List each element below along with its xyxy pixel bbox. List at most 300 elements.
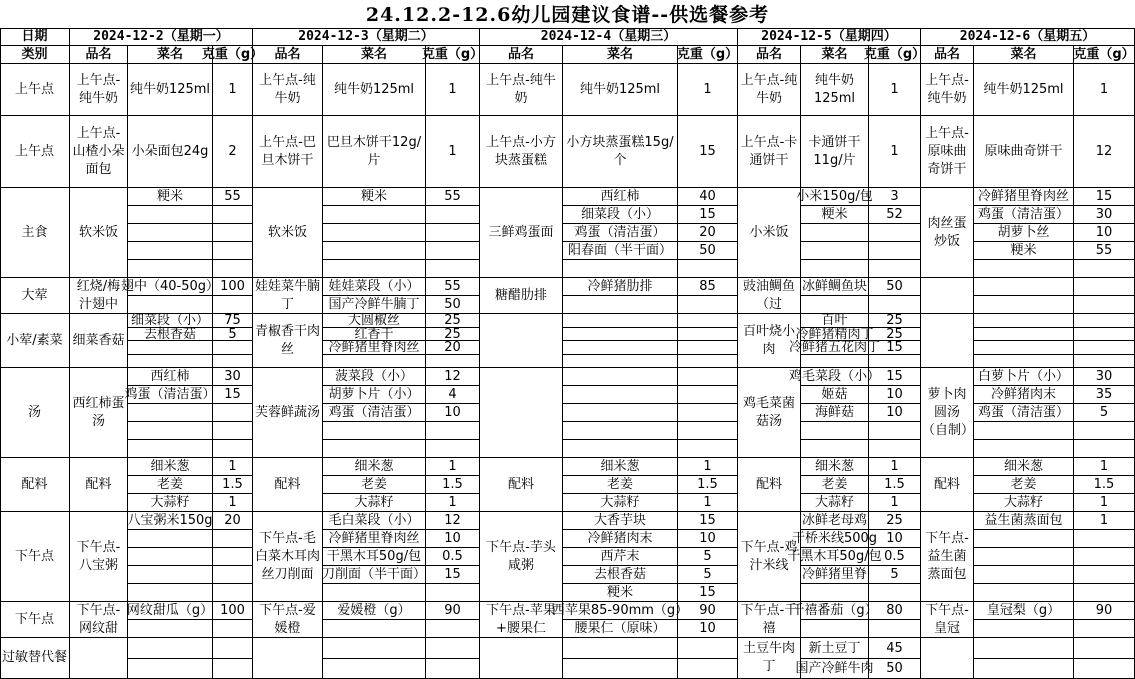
weight-day3-r8-4: 15	[678, 584, 738, 602]
ingredient-day3-r6-0	[563, 368, 678, 386]
ingredient-day1-r2-0: 小朵面包24g	[128, 116, 213, 188]
ingredient-day4-r3-3	[801, 242, 869, 260]
ingredient-day4-r8-1: 干桥米线500g	[791, 531, 878, 546]
ingredient-day4-r9-0: 千禧番茄（g）	[791, 603, 878, 618]
weight-day2-r3-1	[426, 206, 480, 224]
header-day-1: 2024-12-2（星期一）	[70, 28, 253, 46]
weight-day2-r10-1	[426, 659, 480, 679]
dish-name-day4-r8: 下午点-鸡汁米线	[738, 512, 801, 602]
ingredient-day3-r5-2	[563, 341, 678, 355]
dish-name-day2-r9: 下午点-爱媛橙	[253, 602, 323, 638]
weight-day1-r8-3	[213, 566, 253, 584]
dish-name-day2-r4: 娃娃菜牛腩丁	[253, 278, 323, 314]
dish-name-day4-r6: 鸡毛菜菌菇汤	[738, 368, 801, 458]
ingredient-day4-r5-0: 百叶	[801, 314, 869, 328]
dish-name-day3-r1: 上午点-纯牛奶	[480, 64, 563, 116]
ingredient-day4-r4-0: 冰鲜鲷鱼块	[801, 279, 867, 294]
weight-day4-r3-3	[869, 242, 921, 260]
ingredient-day2-r7-1: 老姜	[323, 476, 426, 494]
weight-day5-r5-3	[1074, 355, 1135, 368]
ingredient-day1-r6-2	[128, 404, 213, 422]
ingredient-day3-r8-1: 冷鲜猪肉末	[563, 530, 678, 548]
ingredient-day4-r10-1: 国产冷鲜牛肉	[801, 659, 869, 679]
weight-day1-r3-4	[213, 260, 253, 278]
weight-day5-r3-0: 15	[1074, 188, 1135, 206]
weight-day4-r8-1: 10	[869, 530, 921, 548]
weight-day3-r6-3	[678, 422, 738, 440]
weight-day1-r8-2	[213, 548, 253, 566]
dish-name-day2-r6: 芙蓉鲜蔬汤	[253, 368, 323, 458]
weight-day5-r6-1: 35	[1074, 386, 1135, 404]
header-ke-5: 克重（g）	[1073, 47, 1135, 62]
weight-day1-r6-4	[213, 440, 253, 458]
weight-day3-r3-1: 15	[678, 206, 738, 224]
header-cai-2: 菜名	[323, 46, 426, 64]
weight-day4-r6-4	[869, 440, 921, 458]
ingredient-day5-r8-2	[974, 548, 1074, 566]
ingredient-day3-r3-3: 阳春面（半干面）	[563, 242, 678, 260]
weight-day5-r6-0: 30	[1074, 368, 1135, 386]
dish-name-day2-r2: 上午点-巴旦木饼干	[253, 116, 323, 188]
ingredient-day5-r6-2: 鸡蛋（清洁蛋）	[974, 404, 1074, 422]
header-cai-3: 菜名	[563, 46, 678, 64]
weight-day2-r9-0: 90	[426, 602, 480, 620]
category-r9: 下午点	[0, 602, 70, 638]
weight-day5-r4-0	[1074, 278, 1135, 296]
menu-table	[0, 28, 1135, 679]
dish-name-day1-r3: 软米饭	[70, 188, 128, 278]
weight-day1-r3-0: 55	[213, 188, 253, 206]
ingredient-day2-r8-4	[323, 584, 426, 602]
weight-day2-r7-2: 1	[426, 494, 480, 512]
ingredient-day2-r7-0: 细米葱	[323, 458, 426, 476]
ingredient-day5-r10-0	[974, 638, 1074, 659]
weight-day2-r6-2: 10	[426, 404, 480, 422]
page-title: 24.12.2-12.6幼儿园建议食谱--供选餐参考	[365, 4, 770, 26]
dish-name-day1-r1: 上午点-纯牛奶	[70, 64, 128, 116]
ingredient-day1-r4-0: 翅中（40-50g）	[120, 279, 220, 294]
ingredient-day4-r7-2: 大蒜籽	[801, 494, 869, 512]
weight-day5-r3-3: 55	[1074, 242, 1135, 260]
category-r1: 上午点	[0, 64, 70, 116]
ingredient-day3-r2-0: 小方块蒸蛋糕15g/个	[563, 116, 678, 188]
ingredient-day5-r5-2	[974, 341, 1074, 355]
weight-day1-r7-1: 1.5	[213, 476, 253, 494]
ingredient-day3-r7-1: 老姜	[563, 476, 678, 494]
weight-day3-r6-4	[678, 440, 738, 458]
weight-day3-r7-0: 1	[678, 458, 738, 476]
category-r10: 过敏替代餐	[0, 638, 70, 679]
header-cai-5: 菜名	[974, 46, 1074, 64]
ingredient-day1-r9-0: 网纹甜瓜（g）	[126, 603, 214, 618]
ingredient-day5-r5-0	[974, 314, 1074, 328]
ingredient-day2-r6-0: 菠菜段（小）	[323, 368, 426, 386]
ingredient-day5-r1-0: 纯牛奶125ml	[974, 64, 1074, 116]
weight-day4-r9-0: 80	[869, 602, 921, 620]
weight-day4-r5-2: 15	[869, 341, 921, 355]
weight-day1-r9-0: 100	[213, 602, 253, 620]
dish-name-day1-r4: 红烧/梅汁翅中	[70, 278, 128, 314]
header-day-5: 2024-12-6（星期五）	[921, 28, 1135, 46]
weight-day4-r10-0: 45	[869, 638, 921, 659]
dish-name-day5-r5	[921, 314, 974, 368]
ingredient-day1-r8-2	[128, 548, 213, 566]
ingredient-day5-r5-1	[974, 328, 1074, 341]
dish-name-day3-r4: 糖醋肋排	[480, 278, 563, 314]
ingredient-day4-r3-0: 小米150g/包	[796, 189, 873, 204]
ingredient-day2-r8-2: 干黑木耳50g/包	[323, 548, 426, 566]
ingredient-day5-r7-1: 老姜	[974, 476, 1074, 494]
weight-day1-r3-3	[213, 242, 253, 260]
weight-day4-r5-0: 25	[869, 314, 921, 328]
ingredient-day3-r8-3: 去根香菇	[563, 566, 678, 584]
ingredient-day3-r6-3	[563, 422, 678, 440]
ingredient-day5-r7-2: 大蒜籽	[974, 494, 1074, 512]
ingredient-day3-r9-0: 西苹果85-90mm（g）	[551, 603, 689, 618]
ingredient-day3-r7-0: 细米葱	[563, 458, 678, 476]
ingredient-day5-r3-4	[974, 260, 1074, 278]
ingredient-day5-r2-0: 原味曲奇饼干	[974, 116, 1074, 188]
ingredient-day3-r3-2: 鸡蛋（清洁蛋）	[563, 224, 678, 242]
weight-day4-r10-1: 50	[869, 659, 921, 679]
weight-day3-r5-1	[678, 328, 738, 341]
weight-day2-r1-0: 1	[426, 64, 480, 116]
ingredient-day2-r7-2: 大蒜籽	[323, 494, 426, 512]
weight-day4-r5-3	[869, 355, 921, 368]
ingredient-day4-r5-2: 冷鲜猪五花肉丁	[789, 340, 881, 355]
ingredient-day2-r10-1	[323, 659, 426, 679]
weight-day2-r3-3	[426, 242, 480, 260]
weight-day2-r6-1: 4	[426, 386, 480, 404]
category-r8: 下午点	[0, 512, 70, 602]
ingredient-day2-r3-4	[323, 260, 426, 278]
ingredient-day3-r10-1	[563, 659, 678, 679]
ingredient-day1-r5-0: 细菜段（小）	[128, 314, 213, 328]
dish-name-day4-r9: 下午点-千禧	[738, 602, 801, 638]
ingredient-day4-r7-1: 老姜	[801, 476, 869, 494]
header-date-label: 日期	[0, 28, 70, 46]
weight-day3-r10-1	[678, 659, 738, 679]
weight-day3-r4-1	[678, 296, 738, 314]
weight-day2-r6-3	[426, 422, 480, 440]
ingredient-day2-r3-0: 粳米	[323, 188, 426, 206]
ingredient-day2-r3-3	[323, 242, 426, 260]
weight-day2-r9-1	[426, 620, 480, 638]
header-cai-4: 菜名	[801, 46, 869, 64]
ingredient-day3-r8-2: 西芹末	[563, 548, 678, 566]
dish-name-day4-r3: 小米饭	[738, 188, 801, 278]
weight-day2-r5-2: 20	[426, 341, 480, 355]
weight-day3-r10-0	[678, 638, 738, 659]
weight-day2-r4-1: 50	[426, 296, 480, 314]
header-day-3: 2024-12-4（星期三）	[480, 28, 738, 46]
weight-day5-r5-0	[1074, 314, 1135, 328]
dish-name-day5-r9: 下午点-皇冠	[921, 602, 974, 638]
weight-day3-r3-0: 40	[678, 188, 738, 206]
dish-name-day1-r9: 下午点-网纹甜	[70, 602, 128, 638]
ingredient-day1-r9-1	[128, 620, 213, 638]
ingredient-day4-r8-0: 冰鲜老母鸡	[801, 513, 867, 528]
ingredient-day5-r3-2: 胡萝卜丝	[974, 224, 1074, 242]
dish-name-day2-r7: 配料	[253, 458, 323, 512]
dish-name-day4-r2: 上午点-卡通饼干	[738, 116, 801, 188]
weight-day2-r5-1: 25	[426, 328, 480, 341]
header-pin-2: 品名	[253, 46, 323, 64]
ingredient-day1-r5-2	[128, 341, 213, 355]
dish-name-day5-r4	[921, 278, 974, 314]
ingredient-day4-r6-2: 海鲜菇	[801, 404, 869, 422]
weight-day2-r3-4	[426, 260, 480, 278]
dish-name-day2-r10	[253, 638, 323, 679]
weight-day3-r8-1: 10	[678, 530, 738, 548]
ingredient-day1-r8-3	[128, 566, 213, 584]
weight-day2-r7-1: 1.5	[426, 476, 480, 494]
dish-name-day1-r5: 细菜香菇	[70, 314, 128, 368]
weight-day3-r3-4	[678, 260, 738, 278]
ingredient-day5-r10-1	[974, 659, 1074, 679]
weight-day1-r1-0: 1	[213, 64, 253, 116]
weight-day5-r9-0: 90	[1074, 602, 1135, 620]
ingredient-day1-r7-1: 老姜	[128, 476, 213, 494]
ingredient-day1-r6-4	[128, 440, 213, 458]
ingredient-day5-r8-0: 益生菌蒸面包	[974, 512, 1074, 530]
ingredient-day3-r4-1	[563, 296, 678, 314]
ingredient-day2-r4-1: 国产冷鲜牛腩丁	[323, 296, 426, 314]
ingredient-day1-r3-2	[128, 224, 213, 242]
dish-name-day2-r1: 上午点-纯牛奶	[253, 64, 323, 116]
weight-day5-r4-1	[1074, 296, 1135, 314]
weight-day4-r3-4	[869, 260, 921, 278]
weight-day4-r4-0: 50	[869, 278, 921, 296]
header-day-4: 2024-12-5（星期四）	[738, 28, 921, 46]
ingredient-day1-r7-0: 细米葱	[128, 458, 213, 476]
weight-day3-r7-1: 1.5	[678, 476, 738, 494]
weight-day4-r3-1: 52	[869, 206, 921, 224]
ingredient-day4-r1-0: 纯牛奶125ml	[801, 64, 869, 116]
weight-day4-r8-0: 25	[869, 512, 921, 530]
weight-day3-r1-0: 1	[678, 64, 738, 116]
weight-day2-r10-0	[426, 638, 480, 659]
weight-day2-r5-3	[426, 355, 480, 368]
weight-day2-r6-4	[426, 440, 480, 458]
ingredient-day1-r3-0: 粳米	[128, 188, 213, 206]
ingredient-day3-r8-0: 大香芋块	[563, 512, 678, 530]
ingredient-day2-r3-1	[323, 206, 426, 224]
weight-day2-r8-2: 0.5	[426, 548, 480, 566]
weight-day5-r8-3	[1074, 566, 1135, 584]
weight-day2-r8-4	[426, 584, 480, 602]
weight-day1-r6-1: 15	[213, 386, 253, 404]
ingredient-day3-r10-0	[563, 638, 678, 659]
weight-day2-r8-0: 12	[426, 512, 480, 530]
ingredient-day5-r4-1	[974, 296, 1074, 314]
ingredient-day1-r5-1: 去根香菇	[128, 328, 213, 341]
dish-name-day4-r7: 配料	[738, 458, 801, 512]
ingredient-day4-r6-0: 鸡毛菜段（小）	[789, 369, 881, 384]
weight-day4-r1-0: 1	[869, 64, 921, 116]
weight-day5-r3-1: 30	[1074, 206, 1135, 224]
weight-day1-r2-0: 2	[213, 116, 253, 188]
weight-day1-r6-3	[213, 422, 253, 440]
ingredient-day5-r8-1	[974, 530, 1074, 548]
weight-day3-r9-1: 10	[678, 620, 738, 638]
weight-day1-r6-2	[213, 404, 253, 422]
ingredient-day5-r6-4	[974, 440, 1074, 458]
ingredient-day4-r6-1: 姬菇	[801, 386, 869, 404]
header-pin-1: 品名	[70, 46, 128, 64]
weight-day1-r9-1	[213, 620, 253, 638]
weight-day4-r5-1: 25	[869, 328, 921, 341]
ingredient-day1-r3-3	[128, 242, 213, 260]
weight-day5-r5-2	[1074, 341, 1135, 355]
weight-day1-r10-1	[213, 659, 253, 679]
ingredient-day2-r6-2: 鸡蛋（清洁蛋）	[323, 404, 426, 422]
dish-name-day1-r10	[70, 638, 128, 679]
ingredient-day1-r3-4	[128, 260, 213, 278]
weight-day4-r8-2: 0.5	[869, 548, 921, 566]
ingredient-day5-r6-1: 冷鲜猪肉末	[974, 386, 1074, 404]
weight-day5-r3-4	[1074, 260, 1135, 278]
weight-day3-r5-2	[678, 341, 738, 355]
weight-day1-r7-2: 1	[213, 494, 253, 512]
weight-day5-r1-0: 1	[1074, 64, 1135, 116]
ingredient-day5-r7-0: 细米葱	[974, 458, 1074, 476]
ingredient-day1-r7-2: 大蒜籽	[128, 494, 213, 512]
ingredient-day4-r5-1: 冷鲜猪精肉丁	[795, 326, 874, 342]
weight-day3-r8-0: 15	[678, 512, 738, 530]
dish-name-day2-r8: 下午点-毛白菜木耳肉丝刀削面	[253, 512, 323, 602]
ingredient-day1-r8-1	[128, 530, 213, 548]
weight-day1-r6-0: 30	[213, 368, 253, 386]
ingredient-day4-r7-0: 细米葱	[801, 458, 869, 476]
dish-name-day3-r6	[480, 368, 563, 458]
ingredient-day3-r5-0	[563, 314, 678, 328]
weight-day2-r3-0: 55	[426, 188, 480, 206]
ingredient-day4-r10-0: 新土豆丁	[801, 638, 869, 659]
header-pin-3: 品名	[480, 46, 563, 64]
weight-day2-r5-0: 25	[426, 314, 480, 328]
weight-day3-r5-0	[678, 314, 738, 328]
header-ke-2: 克重（g）	[421, 47, 484, 62]
ingredient-day5-r3-3: 粳米	[974, 242, 1074, 260]
ingredient-day2-r5-2: 冷鲜猪里脊肉丝	[323, 341, 426, 355]
ingredient-day4-r3-1: 粳米	[801, 206, 869, 224]
weight-day4-r7-2: 1	[869, 494, 921, 512]
ingredient-day1-r8-4	[128, 584, 213, 602]
weight-day4-r8-4	[869, 584, 921, 602]
weight-day4-r7-0: 1	[869, 458, 921, 476]
dish-name-day5-r8: 下午点-益生菌蒸面包	[921, 512, 974, 602]
ingredient-day2-r5-3	[323, 355, 426, 368]
header-day-2: 2024-12-3（星期二）	[253, 28, 480, 46]
dish-name-day3-r3: 三鲜鸡蛋面	[480, 188, 563, 278]
ingredient-day3-r3-0: 西红柿	[563, 188, 678, 206]
dish-name-day1-r6: 西红柿蛋汤	[70, 368, 128, 458]
ingredient-day2-r9-1	[323, 620, 426, 638]
weight-day3-r6-1	[678, 386, 738, 404]
weight-day2-r4-0: 55	[426, 278, 480, 296]
header-ke-4: 克重（g）	[863, 47, 926, 62]
weight-day1-r5-1: 5	[213, 328, 253, 341]
dish-name-day5-r10	[921, 638, 974, 679]
weight-day4-r6-0: 15	[869, 368, 921, 386]
ingredient-day2-r3-2	[323, 224, 426, 242]
ingredient-day3-r5-1	[563, 328, 678, 341]
weight-day2-r7-0: 1	[426, 458, 480, 476]
dish-name-day2-r5: 青椒香干肉丝	[253, 314, 323, 368]
dish-name-day1-r7: 配料	[70, 458, 128, 512]
dish-name-day3-r7: 配料	[480, 458, 563, 512]
dish-name-day4-r10: 土豆牛肉丁	[738, 638, 801, 679]
weight-day5-r6-3	[1074, 422, 1135, 440]
weight-day1-r3-1	[213, 206, 253, 224]
ingredient-day1-r3-1	[128, 206, 213, 224]
ingredient-day5-r9-0: 皇冠梨（g）	[974, 602, 1074, 620]
category-r2: 上午点	[0, 116, 70, 188]
header-category-label: 类别	[0, 46, 70, 64]
dish-name-day2-r3: 软米饭	[253, 188, 323, 278]
dish-name-day3-r5	[480, 314, 563, 368]
weight-day3-r5-3	[678, 355, 738, 368]
category-r4: 大荤	[0, 278, 70, 314]
ingredient-day1-r6-3	[128, 422, 213, 440]
weight-day4-r3-2	[869, 224, 921, 242]
ingredient-day5-r3-0: 冷鲜猪里脊肉丝	[974, 188, 1074, 206]
weight-day1-r8-0: 20	[213, 512, 253, 530]
ingredient-day2-r4-0: 娃娃菜段（小）	[323, 278, 426, 296]
weight-day1-r4-0: 100	[213, 278, 253, 296]
weight-day4-r6-3	[869, 422, 921, 440]
ingredient-day4-r3-2	[801, 224, 869, 242]
ingredient-day3-r1-0: 纯牛奶125ml	[563, 64, 678, 116]
weight-day3-r2-0: 15	[678, 116, 738, 188]
ingredient-day5-r3-1: 鸡蛋（清洁蛋）	[974, 206, 1074, 224]
ingredient-day4-r9-1	[801, 620, 869, 638]
ingredient-day2-r8-1: 冷鲜猪里脊肉丝	[323, 530, 426, 548]
ingredient-day2-r8-3: 刀削面（半干面）	[322, 567, 427, 582]
weight-day1-r5-2	[213, 341, 253, 355]
weight-day5-r8-0: 1	[1074, 512, 1135, 530]
ingredient-day2-r6-3	[323, 422, 426, 440]
weight-day4-r3-0: 3	[869, 188, 921, 206]
dish-name-day4-r5: 百叶烧小肉	[738, 314, 801, 368]
ingredient-day3-r6-2	[563, 404, 678, 422]
ingredient-day2-r10-0	[323, 638, 426, 659]
ingredient-day3-r3-1: 细菜段（小）	[563, 206, 678, 224]
weight-day5-r6-2: 5	[1074, 404, 1135, 422]
weight-day4-r6-1: 10	[869, 386, 921, 404]
ingredient-day5-r5-3	[974, 355, 1074, 368]
ingredient-day5-r8-3	[974, 566, 1074, 584]
ingredient-day1-r6-1: 鸡蛋（清洁蛋）	[124, 387, 216, 402]
weight-day5-r10-0	[1074, 638, 1135, 659]
ingredient-day2-r6-4	[323, 440, 426, 458]
ingredient-day3-r4-0: 冷鲜猪肋排	[563, 278, 678, 296]
weight-day5-r2-0: 12	[1074, 116, 1135, 188]
weight-day1-r3-2	[213, 224, 253, 242]
ingredient-day3-r9-1: 腰果仁（原味）	[563, 620, 678, 638]
ingredient-day2-r2-0: 巴旦木饼干12g/片	[323, 116, 426, 188]
ingredient-day2-r6-1: 胡萝卜片（小）	[323, 386, 426, 404]
dish-name-day5-r7: 配料	[921, 458, 974, 512]
dish-name-day1-r2: 上午点-山楂小朵面包	[70, 116, 128, 188]
weight-day4-r2-0: 1	[869, 116, 921, 188]
weight-day5-r8-2	[1074, 548, 1135, 566]
weight-day2-r2-0: 1	[426, 116, 480, 188]
weight-day3-r3-3: 50	[678, 242, 738, 260]
dish-name-day1-r8: 下午点-八宝粥	[70, 512, 128, 602]
dish-name-day3-r8: 下午点-芋头咸粥	[480, 512, 563, 602]
